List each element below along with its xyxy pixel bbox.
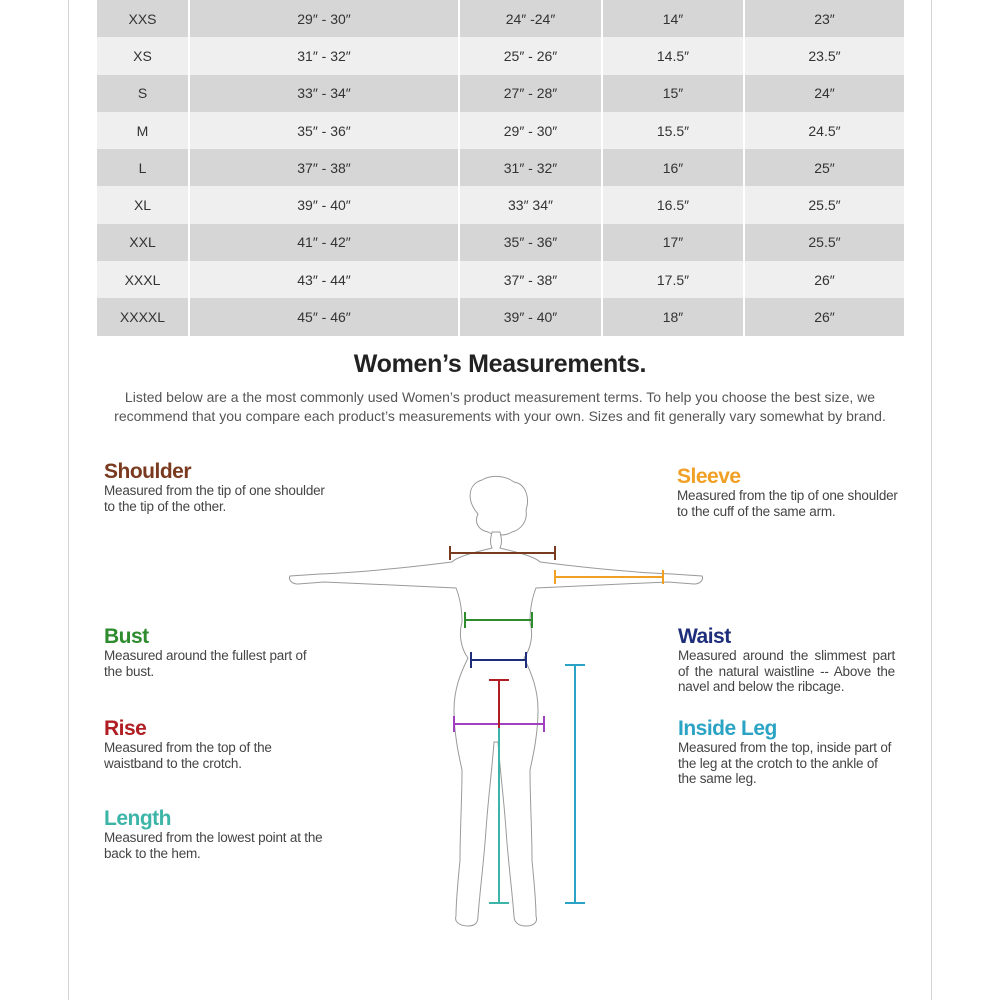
term-shoulder-desc: Measured from the tip of one shoulder to the tip of the other.: [104, 483, 325, 514]
table-cell: 16.5″: [602, 186, 744, 223]
term-length-title: Length: [104, 807, 171, 830]
term-rise-title: Rise: [104, 717, 147, 740]
size-chart-table: [97, 0, 904, 336]
table-cell: 24″ -24″: [459, 0, 602, 37]
table-cell: 31″ - 32″: [459, 149, 602, 186]
table-cell: S: [97, 75, 189, 112]
table-cell: XXL: [97, 224, 189, 261]
term-waist-desc: Measured around the slimmest part of the natural waistline -- Above the navel and below the ribcage.: [678, 648, 895, 694]
table-cell: 45″ - 46″: [189, 298, 459, 335]
table-cell: 35″ - 36″: [459, 224, 602, 261]
table-cell: 37″ - 38″: [189, 149, 459, 186]
table-cell: 25″: [744, 149, 904, 186]
table-cell: 23″: [744, 0, 904, 37]
table-cell: XXXXL: [97, 298, 189, 335]
table-cell: 26″: [744, 298, 904, 335]
table-cell: 24.5″: [744, 112, 904, 149]
term-inside-leg-title: Inside Leg: [678, 717, 777, 740]
term-rise: [104, 718, 294, 771]
table-cell: XXS: [97, 0, 189, 37]
table-cell: 43″ - 44″: [189, 261, 459, 298]
table-row: [97, 112, 904, 149]
term-rise-desc: Measured from the top of the waistband to the crotch.: [104, 740, 272, 771]
table-cell: 29″ - 30″: [189, 0, 459, 37]
table-cell: 39″ - 40″: [459, 298, 602, 335]
table-cell: 41″ - 42″: [189, 224, 459, 261]
term-sleeve-title: Sleeve: [677, 465, 741, 488]
table-cell: 31″ - 32″: [189, 37, 459, 74]
table-cell: 35″ - 36″: [189, 112, 459, 149]
table-cell: 39″ - 40″: [189, 186, 459, 223]
table-cell: 24″: [744, 75, 904, 112]
table-row: [97, 149, 904, 186]
section-title: Women’s Measurements.: [353, 350, 647, 378]
table-cell: 23.5″: [744, 37, 904, 74]
table-row: [97, 37, 904, 74]
table-cell: 18″: [602, 298, 744, 335]
table-cell: 27″ - 28″: [459, 75, 602, 112]
table-cell: 15.5″: [602, 112, 744, 149]
body-silhouette-icon: [280, 470, 720, 940]
section-intro: Listed below are a the most commonly used Women’s product measurement terms. To help you choose the best size, we recommend that you compare each product’s measurements with your own. Sizes and fit generally vary somewhat by brand.: [114, 389, 886, 424]
term-waist-title: Waist: [678, 625, 731, 648]
term-bust-desc: Measured around the fullest part of the bust.: [104, 648, 307, 679]
table-cell: 37″ - 38″: [459, 261, 602, 298]
table-cell: 14.5″: [602, 37, 744, 74]
table-cell: L: [97, 149, 189, 186]
term-bust-title: Bust: [104, 625, 149, 648]
table-row: [97, 298, 904, 335]
table-row: [97, 261, 904, 298]
term-sleeve-desc: Measured from the tip of one shoulder to the cuff of the same arm.: [677, 488, 898, 519]
term-length-desc: Measured from the lowest point at the back to the hem.: [104, 830, 323, 861]
table-cell: 14″: [602, 0, 744, 37]
table-row: [97, 75, 904, 112]
table-cell: XL: [97, 186, 189, 223]
table-cell: 17″: [602, 224, 744, 261]
table-cell: M: [97, 112, 189, 149]
table-cell: 25″ - 26″: [459, 37, 602, 74]
table-cell: 17.5″: [602, 261, 744, 298]
table-cell: XS: [97, 37, 189, 74]
table-cell: 25.5″: [744, 186, 904, 223]
table-cell: 33″ 34″: [459, 186, 602, 223]
table-row: [97, 186, 904, 223]
table-cell: XXXL: [97, 261, 189, 298]
table-cell: 26″: [744, 261, 904, 298]
hair-shape: [470, 476, 527, 535]
inside-leg-line: [565, 665, 585, 903]
table-cell: 25.5″: [744, 224, 904, 261]
table-row: [97, 0, 904, 37]
table-cell: 33″ - 34″: [189, 75, 459, 112]
table-cell: 15″: [602, 75, 744, 112]
table-cell: 29″ - 30″: [459, 112, 602, 149]
table-cell: 16″: [602, 149, 744, 186]
term-inside-leg-desc: Measured from the top, inside part of the leg at the crotch to the ankle of the same leg.: [678, 740, 892, 786]
body-outline: [289, 532, 702, 926]
table-row: [97, 224, 904, 261]
term-shoulder-title: Shoulder: [104, 460, 192, 483]
